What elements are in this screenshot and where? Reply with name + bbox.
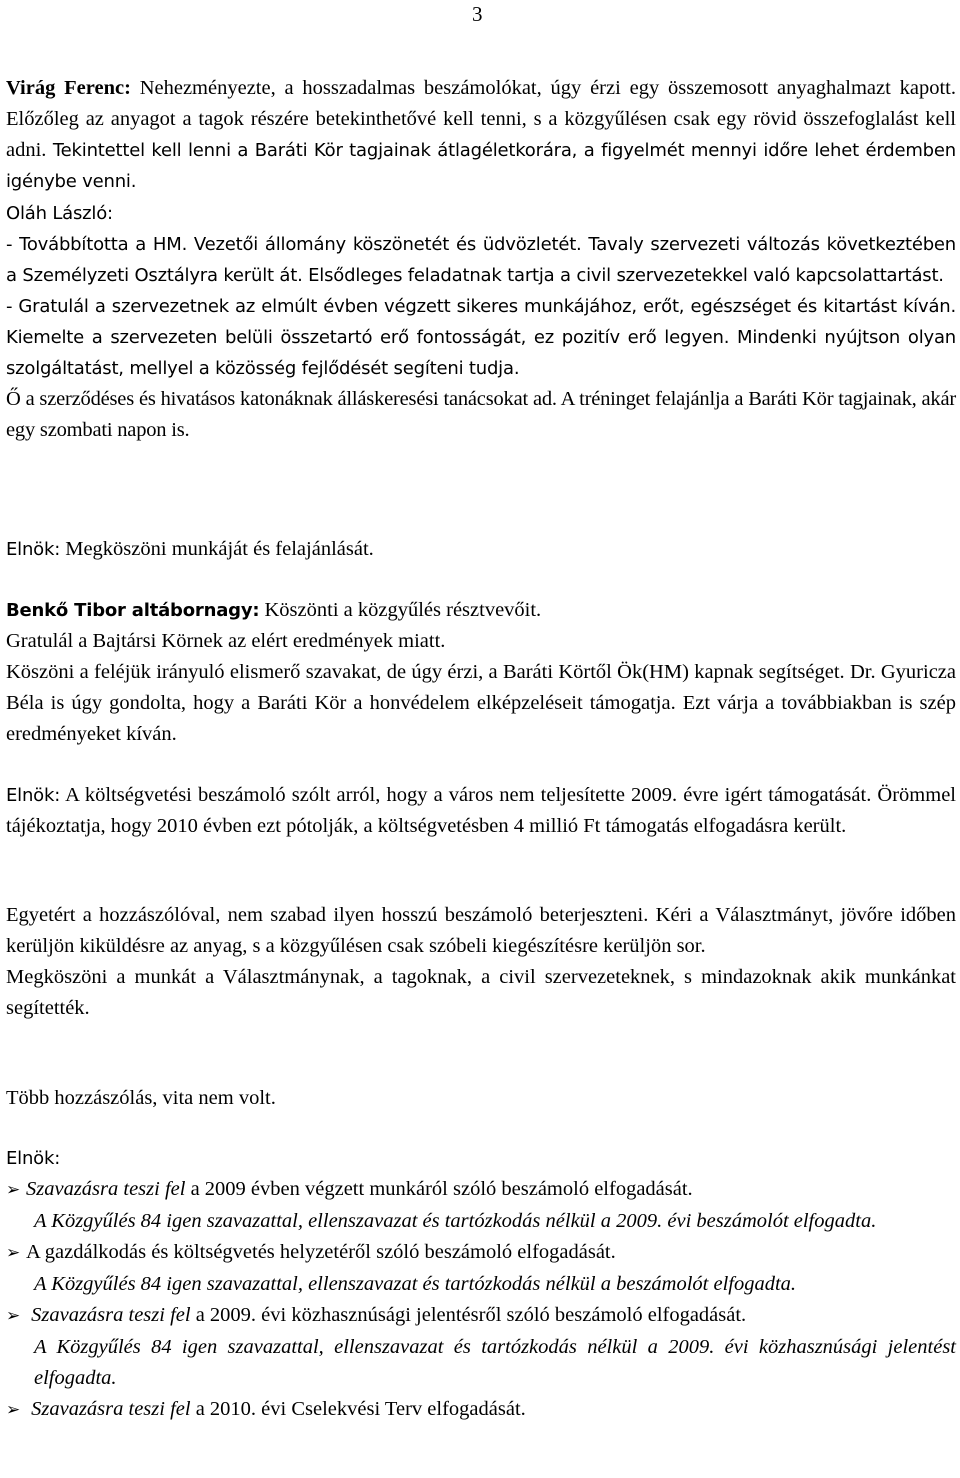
olah-line-3: Ő a szerződéses és hivatásos katonáknak álláskeresési tanácsokat ad. A tréninget felajánlja a Baráti Kör tagjainak, akár egy szombati napon is. [6,388,956,441]
paragraph-elnok-2: Elnök: A költségvetési beszámoló szólt arról, hogy a város nem teljesítette 2009. évre igért támogatását. Örömmel tájékoztatja, hogy 2010 évben ezt pótolják, a költségvetésben 4 millió Ft támogatás elfogadásra került. [6,784,956,837]
paragraph-virag: Virág Ferenc: Nehezményezte, a hosszadalmas beszámolókat, úgy érzi egy összemosott anyaghalmazt kapott. Előzőleg az anyagot a tagok részére betekinthetővé kell tenni, s a közgyűlésen csak egy rövid összefoglalást kell adni. Tekintettel kell lenni a Baráti Kör tagjainak átlagéletkorára, a figyelmét mennyi időre lehet érdemben igénybe venni. [6,77,956,192]
speaker-elnok-2: Elnök: [6,785,61,806]
votes-section [6,1143,956,1426]
paragraph-egyetert: Egyetért a hozzászólóval, nem szabad ilyen hosszú beszámoló beterjeszteni. Kéri a Választmányt, jövőre időben kerüljön kiküldésre az anyag, s a közgyűlésen csak szóbeli kiegészítésre kerüljön sor. Megköszöni a munkát a Választmánynak, a tagoknak, a civil szervezeteknek, s mindazoknak akik munkánkat segítették. [6,904,956,1019]
arrow-bullet-icon: ➢ [6,1400,21,1420]
arrow-bullet-icon: ➢ [6,1306,21,1326]
vote-item: ➢ Szavazásra teszi fel a 2010. évi Cselekvési Terv elfogadását. [6,1394,956,1426]
vote-item: ➢ Szavazásra teszi fel a 2009 évben végzett munkáról szóló beszámoló elfogadását. [6,1174,956,1206]
speaker-elnok-1: Elnök: [6,539,61,560]
olah-line-1: - Továbbította a HM. Vezetői állomány köszönetét és üdvözletét. Tavaly szervezeti változás következtében a Személyzeti Osztályra került át. Elsődleges feladatnak tartja a civil szervezetekkel való kapcsolattartást. [6,234,956,286]
vote-item: ➢ A gazdálkodás és költségvetés helyzetéről szóló beszámoló elfogadását. [6,1237,956,1269]
speaker-virag: Virág Ferenc: [6,77,131,99]
vote-result: A Közgyűlés 84 igen szavazattal, ellenszavazat és tartózkodás nélkül a beszámolót elfogadta. [34,1273,797,1295]
vote-item: ➢ Szavazásra teszi fel a 2009. évi közhasznúsági jelentésről szóló beszámoló elfogadását. [6,1300,956,1332]
paragraph-elnok-1: Elnök: Megköszöni munkáját és felajánlását. [6,538,374,560]
vote-result: A Közgyűlés 84 igen szavazattal, ellenszavazat és tartózkodás nélkül a 2009. évi beszámolót elfogadta. [34,1210,877,1232]
paragraph-olah [6,198,956,446]
arrow-bullet-icon: ➢ [6,1180,21,1200]
olah-line-2: - Gratulál a szervezetnek az elmúlt évben végzett sikeres munkájához, erőt, egészséget és kitartást kíván. Kiemelte a szervezeten belüli összetartó erő fontosságát, ez pozitív erő legyen. Mindenki nyújtson olyan szolgáltatást, mellyel a közösség fejlődését segíteni tudja. [6,296,956,379]
arrow-bullet-icon: ➢ [6,1243,21,1263]
paragraph-tobb: Több hozzászólás, vita nem volt. [6,1087,276,1109]
page-number: 3 [472,2,483,26]
speaker-elnok-3: Elnök: [6,1148,61,1169]
paragraph-benko: Benkő Tibor altábornagy: Köszönti a közgyűlés résztvevőit. Gratulál a Bajtársi Körnek az elért eredmények miatt. Köszöni a feléjük irányuló elismerő szavakat, de úgy érzi, a Baráti Körtől Ök(HM) kapnak segítséget. Dr. Gyuricza Béla is úgy gondolta, hogy a Baráti Kör a honvédelem elképzeléseit támogatja. Ezt várja a továbbiakban is szép eredményeket kíván. [6,599,956,745]
vote-result: A Közgyűlés 84 igen szavazattal, ellenszavazat és tartózkodás nélkül a 2009. évi közhasznúsági jelentést elfogadta. [34,1336,956,1389]
speaker-benko: Benkő Tibor altábornagy: [6,600,260,621]
speaker-olah: Oláh László: [6,203,113,224]
